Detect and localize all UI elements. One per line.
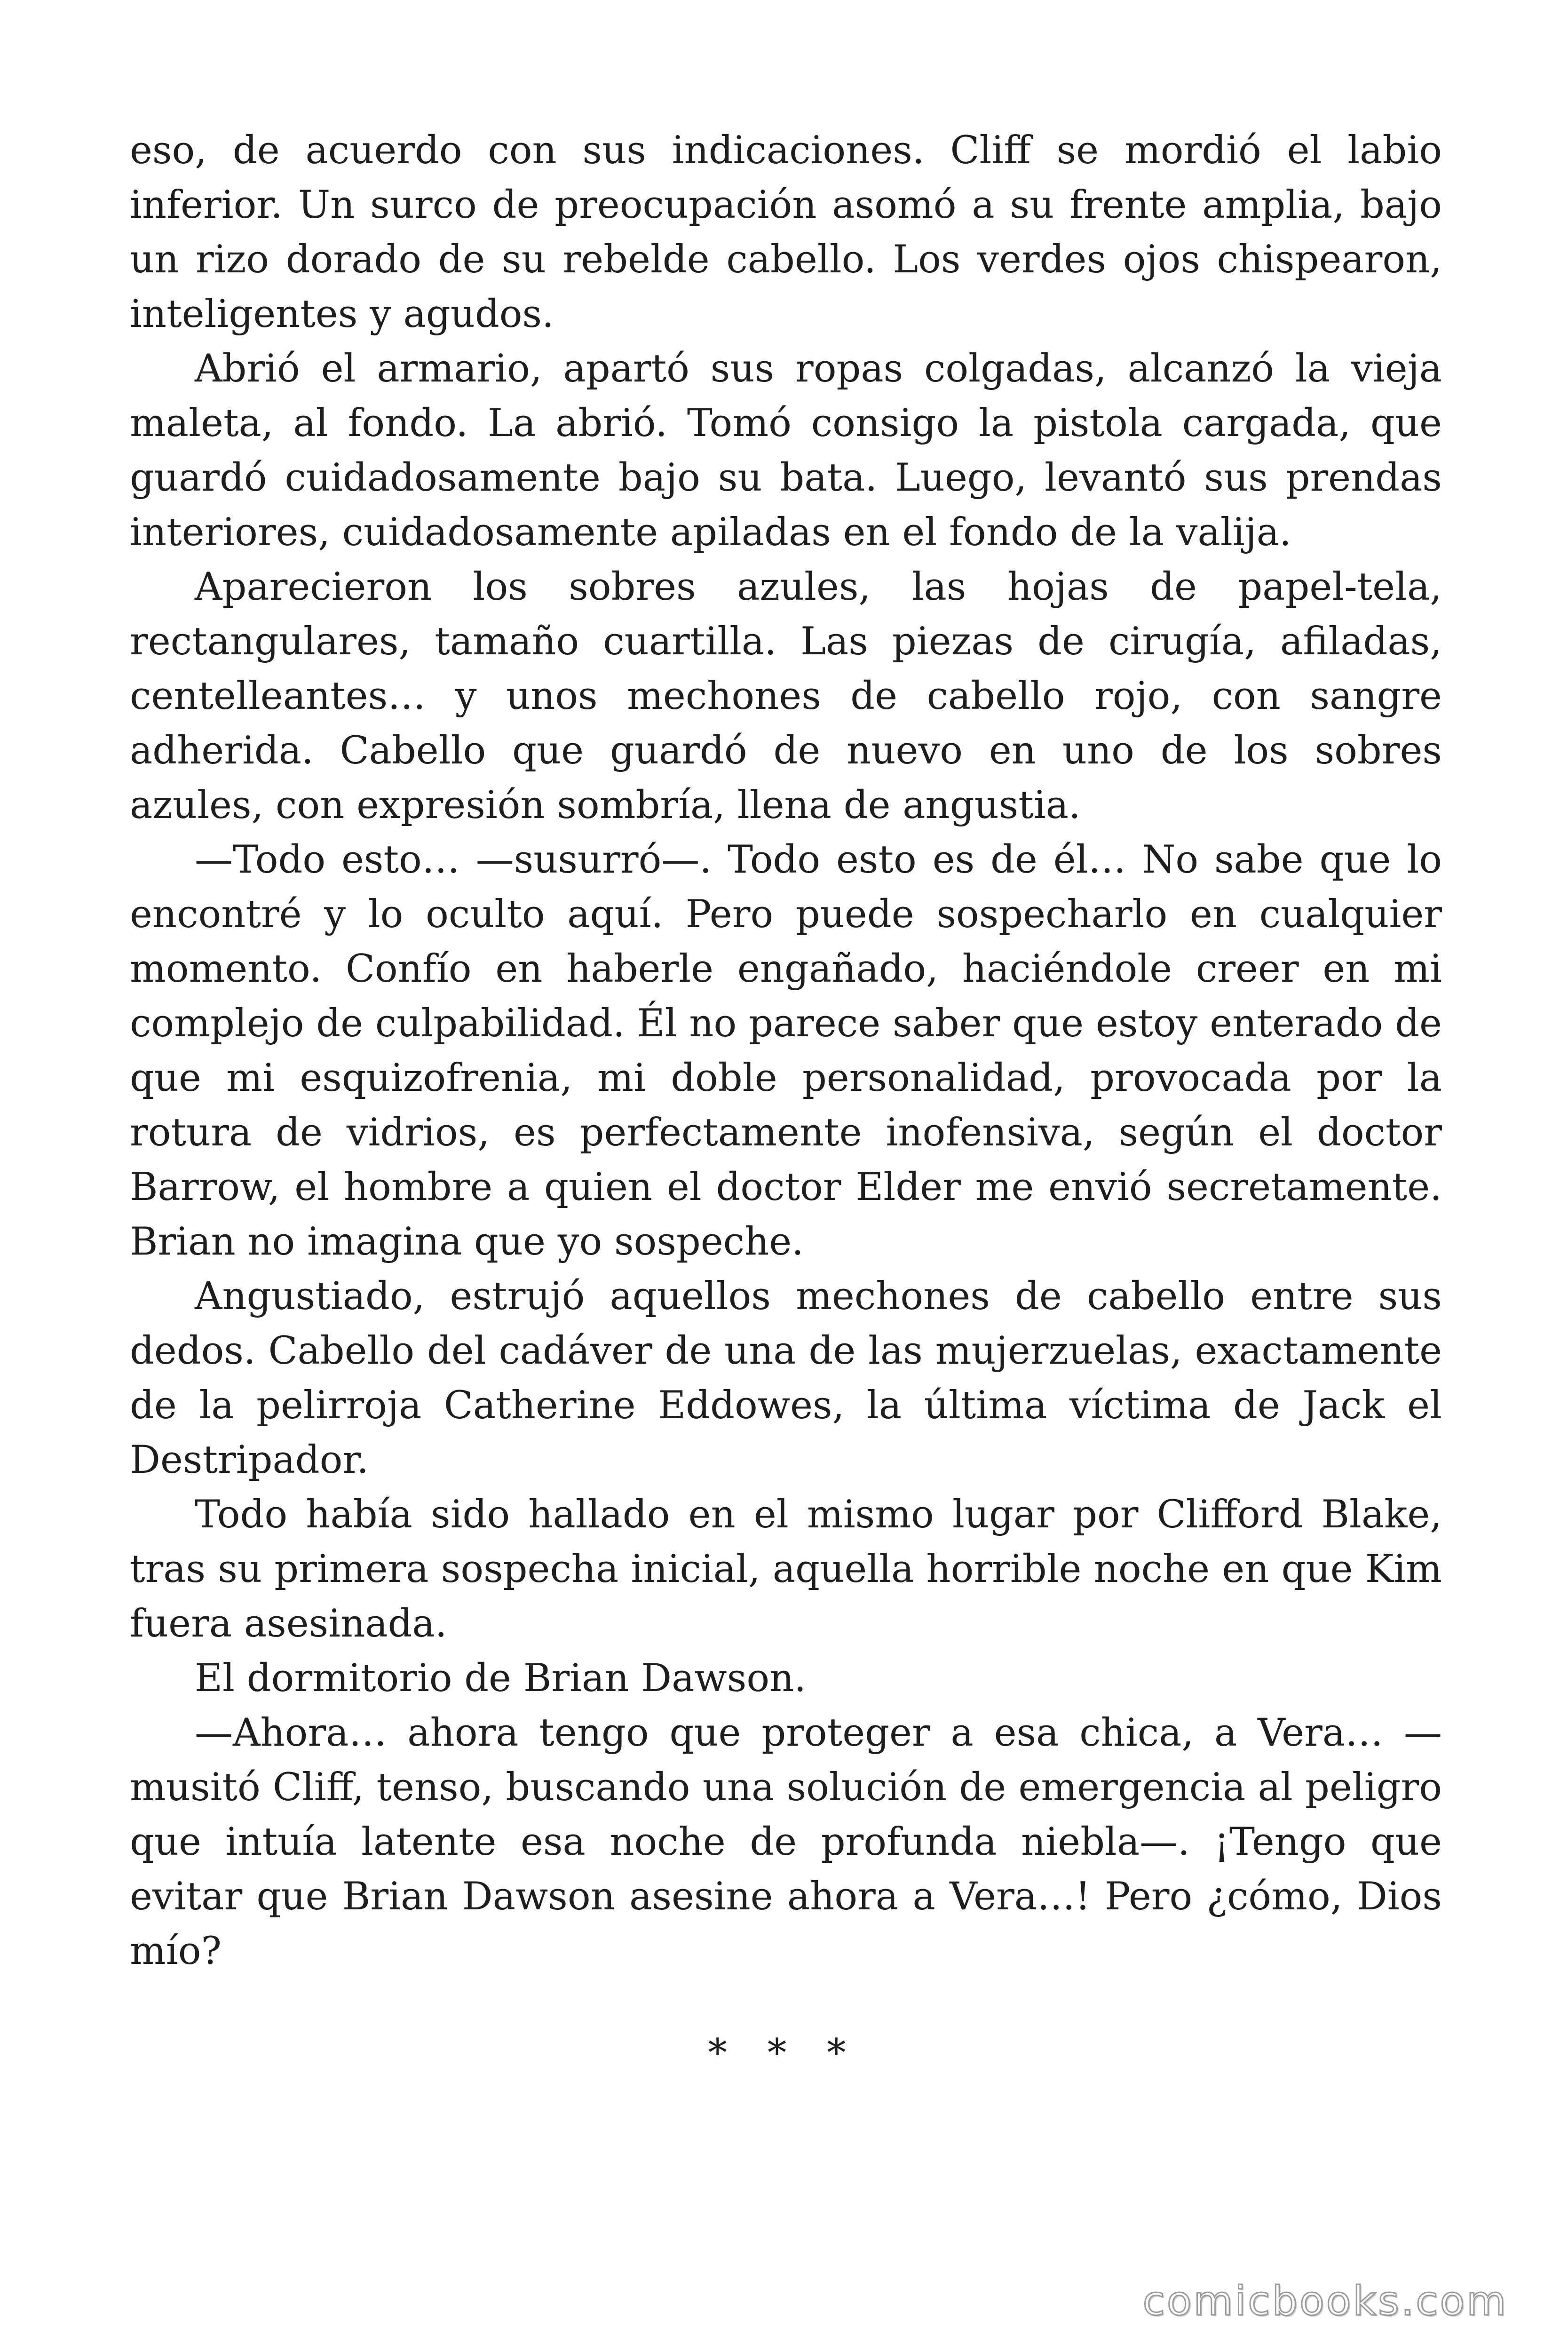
paragraph-6: Todo había sido hallado en el mismo lugar por Clifford Blake, tras su primera sospecha inicial, aquella horrible noche en que Kim fuera asesinada. bbox=[130, 1493, 1442, 1646]
paragraph-7: El dormitorio de Brian Dawson. bbox=[195, 1656, 806, 1700]
section-separator: * * * bbox=[708, 2031, 860, 2075]
watermark-logo: comicbooks.com bbox=[1142, 2278, 1508, 2325]
paragraph-8: —Ahora… ahora tengo que proteger a esa chica, a Vera… —musitó Cliff, tenso, buscando una solución de emergencia al peligro que intuía latente esa noche de profunda niebla—. ¡Tengo que evitar que Brian Dawson asesine ahora a Vera…! Pero ¿cómo, Dios mío? bbox=[130, 1711, 1442, 1973]
paragraph-4: —Todo esto… —susurró—. Todo esto es de él… No sabe que lo encontré y lo oculto aquí. Pero puede sospecharlo en cualquier momento. Confío en haberle engañado, haciéndole creer en mi complejo de culpabilidad. Él no parece saber que estoy enterado de que mi esquizofrenia, mi doble personalidad, provocada por la rotura de vidrios, es perfectamente inofensiva, según el doctor Barrow, el hombre a quien el doctor Elder me envió secretamente. Brian no imagina que yo sospeche. bbox=[130, 838, 1442, 1264]
paragraph-3: Aparecieron los sobres azules, las hojas de papel-tela, rectangulares, tamaño cuartilla. Las piezas de cirugía, afiladas, centelleantes… y unos mechones de cabello rojo, con sangre adherida. Cabello que guardó de nuevo en uno de los sobres azules, con expresión sombría, llena de angustia. bbox=[130, 565, 1442, 827]
body-text bbox=[130, 123, 1442, 1979]
paragraph-1: eso, de acuerdo con sus indicaciones. Cliff se mordió el labio inferior. Un surco de preocupación asomó a su frente amplia, bajo un rizo dorado de su rebelde cabello. Los verdes ojos chispearon, inteligentes y agudos. bbox=[130, 128, 1442, 336]
paragraph-2: Abrió el armario, apartó sus ropas colgadas, alcanzó la vieja maleta, al fondo. La abrió. Tomó consigo la pistola cargada, que guardó cuidadosamente bajo su bata. Luego, levantó sus prendas interiores, cuidadosamente apiladas en el fondo de la valija. bbox=[130, 347, 1442, 555]
paragraph-5: Angustiado, estrujó aquellos mechones de cabello entre sus dedos. Cabello del cadáver de una de las mujerzuelas, exactamente de la pelirroja Catherine Eddowes, la última víctima de Jack el Destripador. bbox=[130, 1274, 1442, 1482]
